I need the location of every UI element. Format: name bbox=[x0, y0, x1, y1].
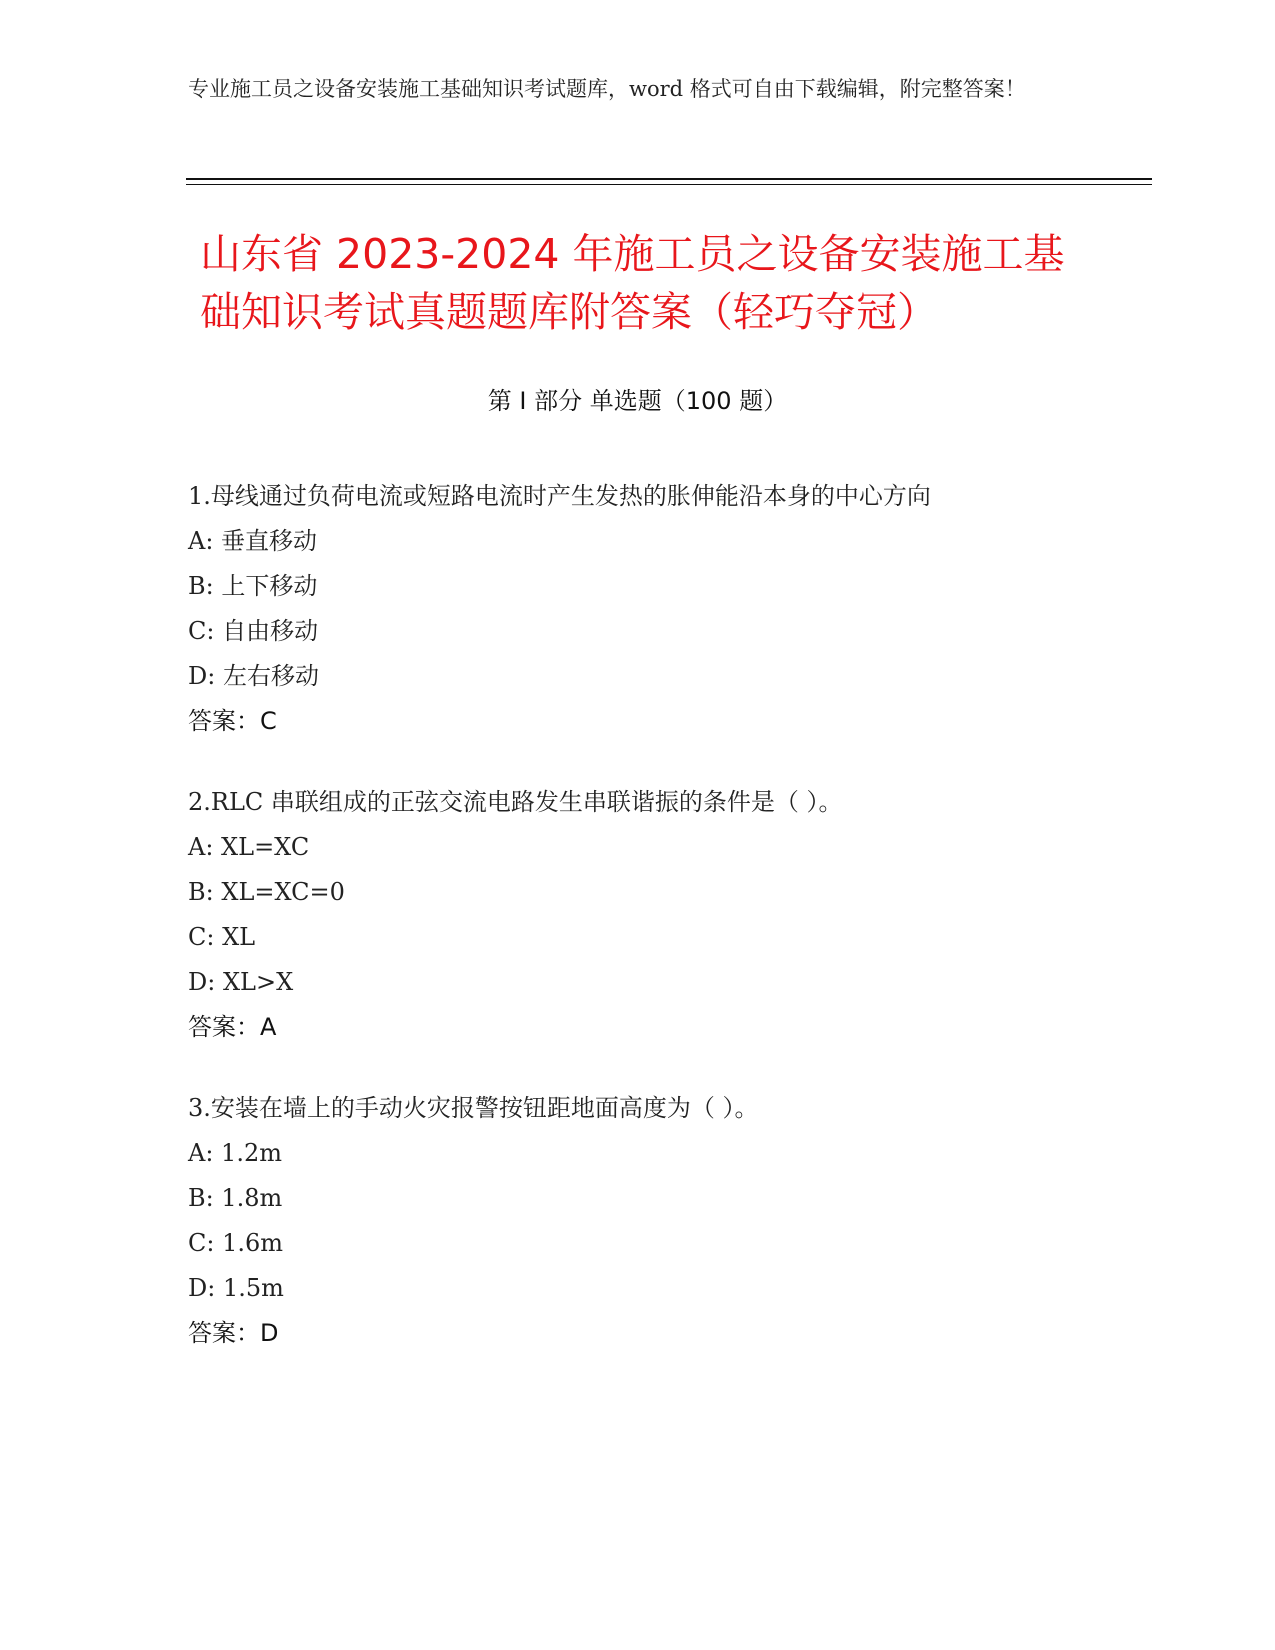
option-b: B: XL=XC=0 bbox=[188, 878, 345, 906]
answer: 答案：C bbox=[188, 707, 277, 735]
question-stem: 1.母线通过负荷电流或短路电流时产生发热的胀伸能沿本身的中心方向 bbox=[188, 482, 931, 510]
question-stem: 2.RLC 串联组成的正弦交流电路发生串联谐振的条件是（ ）。 bbox=[188, 788, 843, 816]
option-d: D: 1.5m bbox=[188, 1274, 284, 1302]
option-d: D: 左右移动 bbox=[188, 662, 319, 690]
option-b: B: 1.8m bbox=[188, 1184, 283, 1212]
document-title: 山东省 2023-2024 年施工员之设备安装施工基础知识考试真题题库附答案（轻巧夺冠） bbox=[200, 230, 1065, 336]
question-1 bbox=[188, 474, 1068, 744]
question-2 bbox=[188, 780, 1068, 1050]
question-3 bbox=[188, 1086, 1068, 1356]
option-b: B: 上下移动 bbox=[188, 572, 318, 600]
section-title: 第 I 部分 单选题（100 题） bbox=[487, 387, 788, 415]
option-c: C: 1.6m bbox=[188, 1229, 284, 1257]
option-a: A: 1.2m bbox=[188, 1139, 282, 1167]
answer: 答案：A bbox=[188, 1013, 277, 1041]
option-c: C: 自由移动 bbox=[188, 617, 319, 645]
question-stem: 3.安装在墙上的手动火灾报警按钮距地面高度为（ ）。 bbox=[188, 1094, 759, 1122]
header-divider-thick bbox=[186, 178, 1152, 180]
question-list bbox=[188, 474, 1068, 1392]
option-a: A: 垂直移动 bbox=[188, 527, 318, 555]
header-note: 专业施工员之设备安装施工基础知识考试题库，word 格式可自由下载编辑，附完整答案！ bbox=[188, 77, 1026, 101]
option-d: D: XL>X bbox=[188, 968, 294, 996]
answer: 答案：D bbox=[188, 1319, 279, 1347]
header-divider-thin bbox=[186, 184, 1152, 185]
option-c: C: XL bbox=[188, 923, 256, 951]
option-a: A: XL=XC bbox=[188, 833, 310, 861]
